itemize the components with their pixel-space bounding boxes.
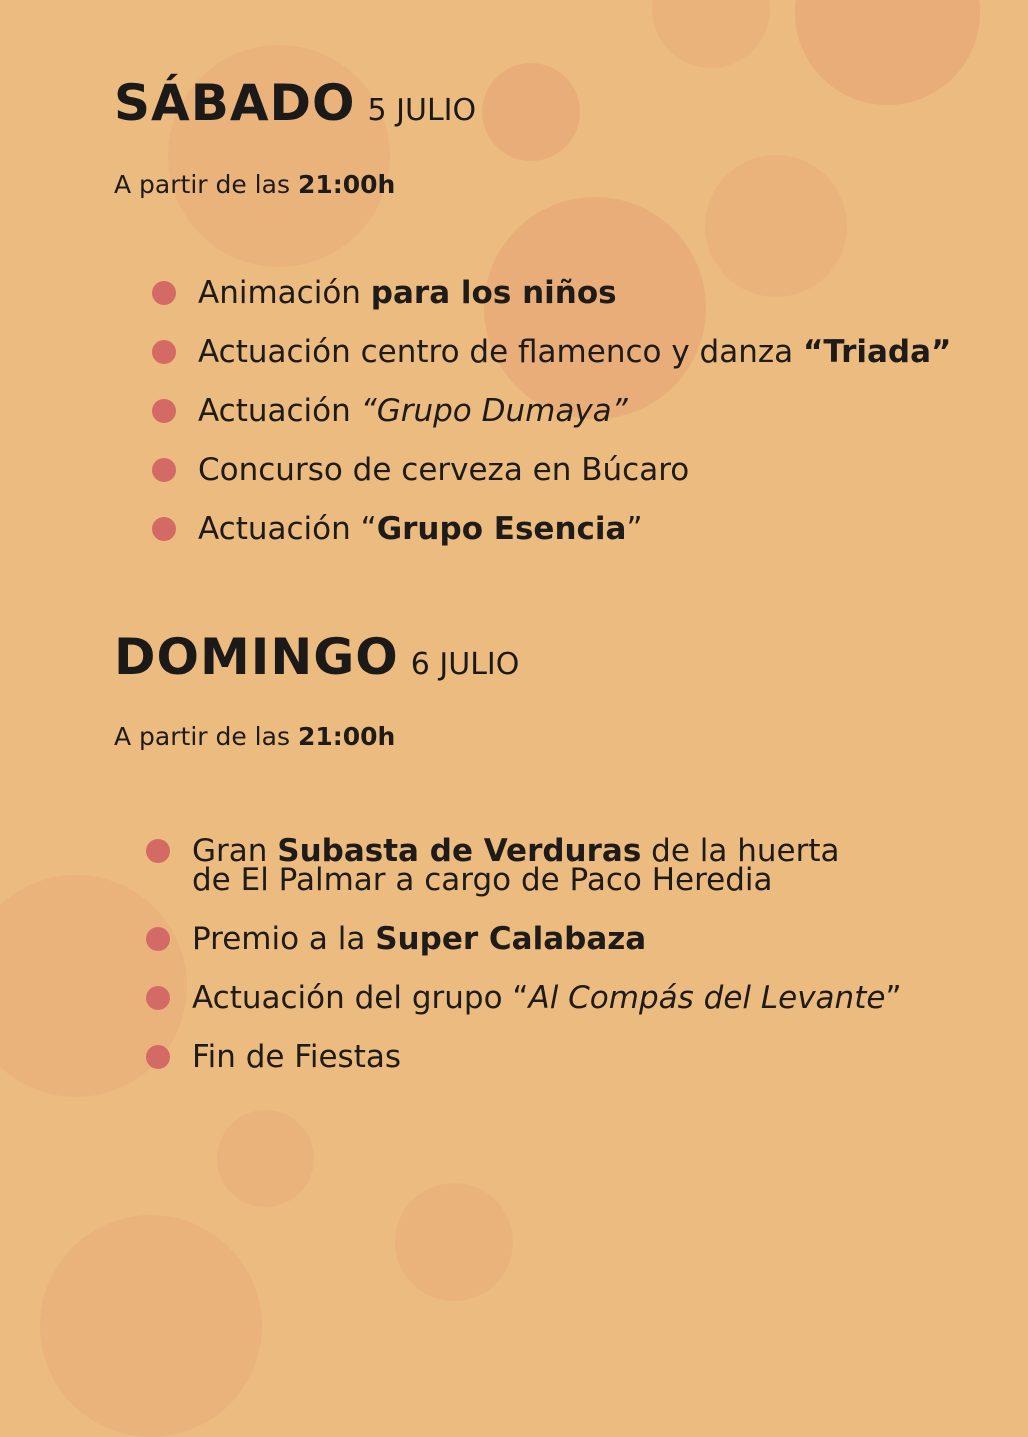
decorative-circle bbox=[482, 63, 580, 161]
time-prefix: A partir de las bbox=[114, 722, 290, 751]
bullet-icon bbox=[152, 281, 176, 305]
day-name: DOMINGO bbox=[114, 628, 399, 686]
decorative-circle bbox=[395, 1183, 513, 1301]
bullet-icon bbox=[146, 1045, 170, 1069]
list-item: Gran Subasta de Verduras de la huerta de El Palmar a cargo de Paco Heredia bbox=[146, 835, 902, 897]
list-item: Actuación “Grupo Esencia” bbox=[152, 513, 951, 546]
bullet-icon bbox=[146, 927, 170, 951]
day-heading bbox=[114, 74, 476, 132]
sunday-section bbox=[114, 628, 519, 751]
decorative-circle bbox=[652, 0, 770, 68]
start-time: 21:00h bbox=[297, 170, 396, 199]
decorative-circle bbox=[795, 0, 980, 105]
day-name: SÁBADO bbox=[114, 74, 356, 132]
start-time: 21:00h bbox=[297, 722, 396, 751]
day-date: 6 JULIO bbox=[410, 647, 520, 682]
time-prefix: A partir de las bbox=[114, 170, 290, 199]
bullet-icon bbox=[152, 458, 176, 482]
saturday-event-list bbox=[152, 277, 951, 572]
start-time-line bbox=[114, 170, 476, 199]
bullet-icon bbox=[152, 340, 176, 364]
list-item: Concurso de cerveza en Búcaro bbox=[152, 454, 951, 487]
bullet-icon bbox=[146, 839, 170, 863]
list-item: Premio a la Super Calabaza bbox=[146, 923, 902, 956]
decorative-circle bbox=[217, 1110, 314, 1207]
bullet-icon bbox=[152, 399, 176, 423]
start-time-line bbox=[114, 722, 519, 751]
day-heading bbox=[114, 628, 519, 686]
decorative-circle bbox=[705, 155, 847, 297]
list-item: Actuación “Grupo Dumaya” bbox=[152, 395, 951, 428]
sunday-event-list bbox=[146, 835, 902, 1100]
day-date: 5 JULIO bbox=[367, 93, 477, 128]
saturday-section bbox=[114, 74, 476, 199]
list-item: Actuación centro de flamenco y danza “Triada” bbox=[152, 336, 951, 369]
bullet-icon bbox=[146, 986, 170, 1010]
decorative-circle bbox=[40, 1215, 262, 1437]
list-item: Animación para los niños bbox=[152, 277, 951, 310]
list-item: Fin de Fiestas bbox=[146, 1041, 902, 1074]
bullet-icon bbox=[152, 517, 176, 541]
list-item: Actuación del grupo “Al Compás del Levante” bbox=[146, 982, 902, 1015]
